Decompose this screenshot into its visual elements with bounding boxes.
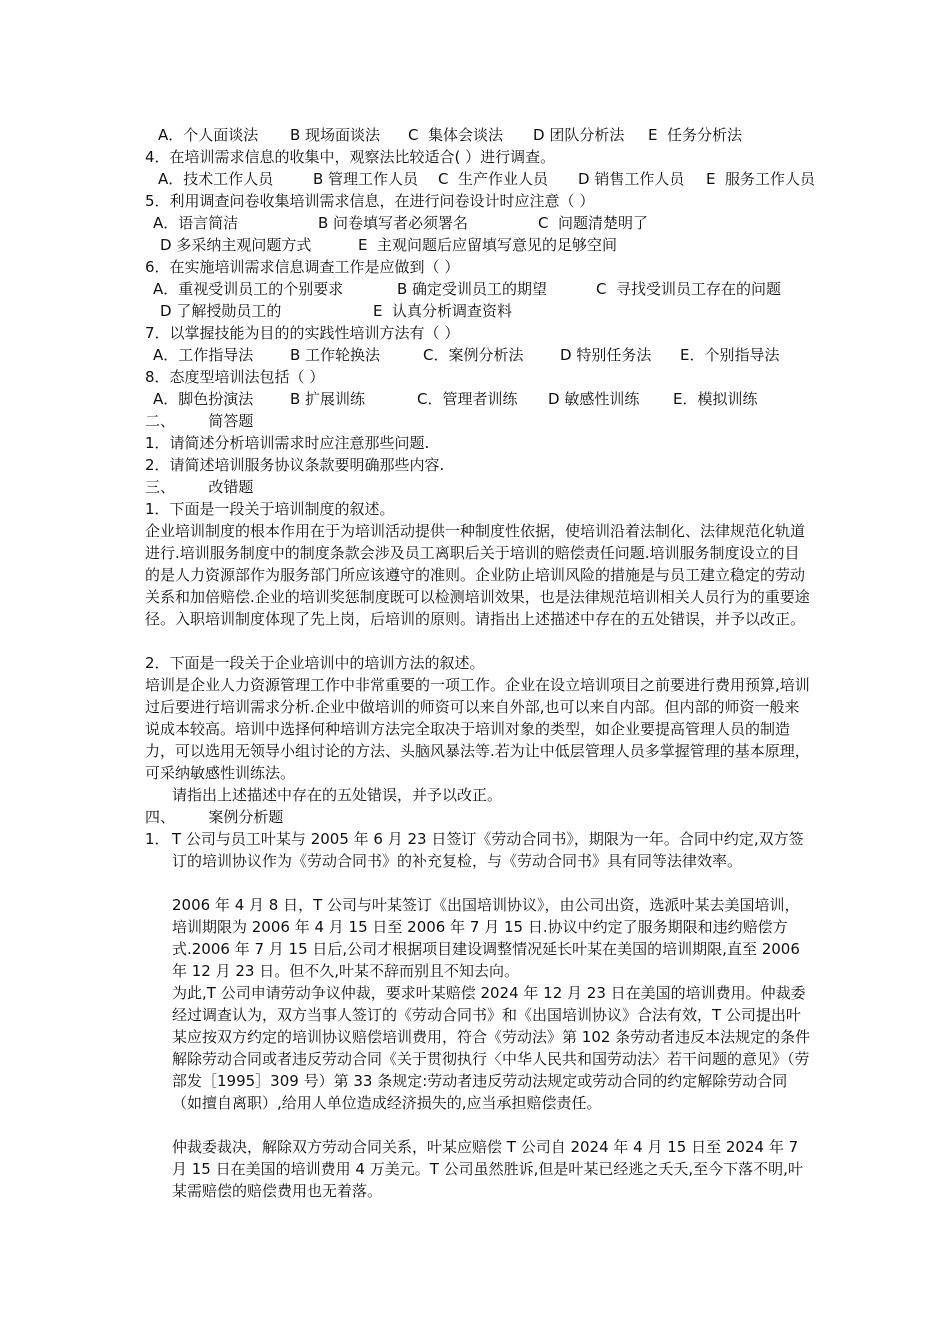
case-paragraph: 2006 年 4 月 8 日，T 公司与叶某签订《出国培训协议》，由公司出资，选派叶某去美国培训，培训期限为 2006 年 4 月 15 日至 2006 年 7 月 15 日.协议中约定了服务期限和违约赔偿方式.2006 年 7 月 15 日后,公司才根据项目建设调整情况延长叶某在美国的培训期限,直至 2006 年 12 月 23 日。但不久,叶某不辞而别且不知去向。 — [172, 896, 800, 980]
q7-option-e: E．个别指导法 — [680, 346, 780, 364]
section-heading-correction: 三、 改错题 — [145, 478, 254, 496]
q6-option-d: D 了解授勋员工的 — [160, 302, 282, 320]
q3-option-d: D 团队分析法 — [533, 126, 625, 144]
q7-option-a: A．工作指导法 — [153, 346, 254, 364]
correction-item-title: 2．下面是一段关于企业培训中的培训方法的叙述。 — [145, 654, 485, 672]
q5-option-d: D 多采纳主观问题方式 — [160, 236, 312, 254]
correction-item-body: 培训是企业人力资源管理工作中非常重要的一项工作。企业在设立培训项目之前要进行费用预算,培训过后要进行培训需求分析.企业中做培训的师资可以来自外部,也可以来自内部。但内部的师资一般来说成本较高。培训中选择何种培训方法完全取决于培训对象的类型，如企业要提高管理人员的制造力，可以选用无领导小组讨论的方法、头脑风暴法等.若为让中低层管理人员多掌握管理的基本原理，可采纳敏感性训练法。 — [145, 676, 810, 782]
case-paragraph: T 公司与员工叶某与 2005 年 6 月 23 日签订《劳动合同书》，期限为一年。合同中约定,双方签订的培训协议作为《劳动合同书》的补充复检，与《劳动合同书》具有同等法律效率。 — [172, 830, 804, 870]
q4-option-c: C 生产作业人员 — [438, 170, 549, 188]
q6-option-e: E 认真分析调查资料 — [373, 302, 513, 320]
q7-stem: 7．以掌握技能为目的的实践性培训方法有（ ） — [145, 324, 460, 342]
q4-option-d: D 销售工作人员 — [578, 170, 685, 188]
q6-option-c: C 寻找受训员工存在的问题 — [596, 280, 782, 298]
q3-option-e: E 任务分析法 — [648, 126, 743, 144]
case-paragraph: 为此,T 公司申请劳动争议仲裁，要求叶某赔偿 2024 年 12 月 23 日在美国的培训费用。仲裁委经过调查认为，双方当事人签订的《劳动合同书》和《出国培训协议》合法有效，T 公司提出叶某应按双方约定的培训协议赔偿培训费用，符合《劳动法》第 102 条劳动者违反本法规定的条件解除劳动合同或者违反劳动合同《关于贯彻执行〈中华人民共和国劳动法〉若干问题的意见》（劳部发［1995］309 号）第 33 条规定:劳动者违反劳动法规定或劳动合同的约定解除劳动合同（如擅自离职）,给用人单位造成经济损失的,应当承担赔偿责任。 — [172, 984, 811, 1112]
q4-stem: 4．在培训需求信息的收集中，观察法比较适合( ）进行调查。 — [145, 148, 556, 166]
correction-item-ask: 请指出上述描述中存在的五处错误，并予以改正。 — [172, 786, 503, 804]
q4-option-a: A．技术工作人员 — [158, 170, 274, 188]
case-paragraph: 仲裁委裁决，解除双方劳动合同关系，叶某应赔偿 T 公司自 2024 年 4 月 15 日至 2024 年 7 月 15 日在美国的培训费用 4 万美元。T 公司虽然胜诉,但是叶某已经逃之夭夭,至今下落不明,叶某需赔偿的赔偿费用也无着落。 — [172, 1138, 803, 1200]
q7-option-d: D 特别任务法 — [560, 346, 652, 364]
q4-option-b: B 管理工作人员 — [313, 170, 419, 188]
q5-option-a: A．语言简洁 — [153, 214, 239, 232]
q6-option-a: A．重视受训员工的个别要求 — [153, 280, 344, 298]
q6-stem: 6．在实施培训需求信息调查工作是应做到（ ） — [145, 258, 460, 276]
q8-stem: 8．态度型培训法包括（ ） — [145, 368, 325, 386]
q8-option-b: B 扩展训练 — [290, 390, 366, 408]
short-answer-item: 2．请简述培训服务协议条款要明确那些内容. — [145, 456, 445, 474]
q7-option-c: C．案例分析法 — [423, 346, 524, 364]
q8-option-c: C．管理者训练 — [417, 390, 518, 408]
short-answer-item: 1．请简述分析培训需求时应注意那些问题. — [145, 434, 430, 452]
q5-stem: 5．利用调查问卷收集培训需求信息，在进行问卷设计时应注意（ ） — [145, 192, 595, 210]
q8-option-a: A．脚色扮演法 — [153, 390, 254, 408]
section-heading-short-answer: 二、 简答题 — [145, 412, 254, 430]
section-heading-case-analysis: 四、 案例分析题 — [145, 808, 284, 826]
q3-option-c: C 集体会谈法 — [408, 126, 504, 144]
q8-option-d: D 敏感性训练 — [548, 390, 640, 408]
q4-option-e: E 服务工作人员 — [706, 170, 816, 188]
q6-option-b: B 确定受训员工的期望 — [397, 280, 548, 298]
q3-option-a: A．个人面谈法 — [158, 126, 259, 144]
case-item-number: 1． — [145, 830, 170, 848]
correction-item-title: 1．下面是一段关于培训制度的叙述。 — [145, 500, 395, 518]
q5-option-b: B 问卷填写者必须署名 — [318, 214, 469, 232]
q5-option-e: E 主观问题后应留填写意见的足够空间 — [358, 236, 618, 254]
correction-item-body: 企业培训制度的根本作用在于为培训活动提供一种制度性依据，使培训沿着法制化、法律规范化轨道进行.培训服务制度中的制度条款会涉及员工离职后关于培训的赔偿责任问题.培训服务制度设立的目的是人力资源部作为服务部门所应该遵守的准则。企业防止培训风险的措施是与员工建立稳定的劳动关系和加倍赔偿.企业的培训奖惩制度既可以检测培训效果，也是法律规范培训相关人员行为的重要途径。入职培训制度体现了先上岗，后培训的原则。请指出上述描述中存在的五处错误，并予以改正。 — [145, 522, 810, 628]
q3-option-b: B 现场面谈法 — [290, 126, 381, 144]
q7-option-b: B 工作轮换法 — [290, 346, 381, 364]
q8-option-e: E．模拟训练 — [673, 390, 758, 408]
q5-option-c: C 问题清楚明了 — [538, 214, 649, 232]
